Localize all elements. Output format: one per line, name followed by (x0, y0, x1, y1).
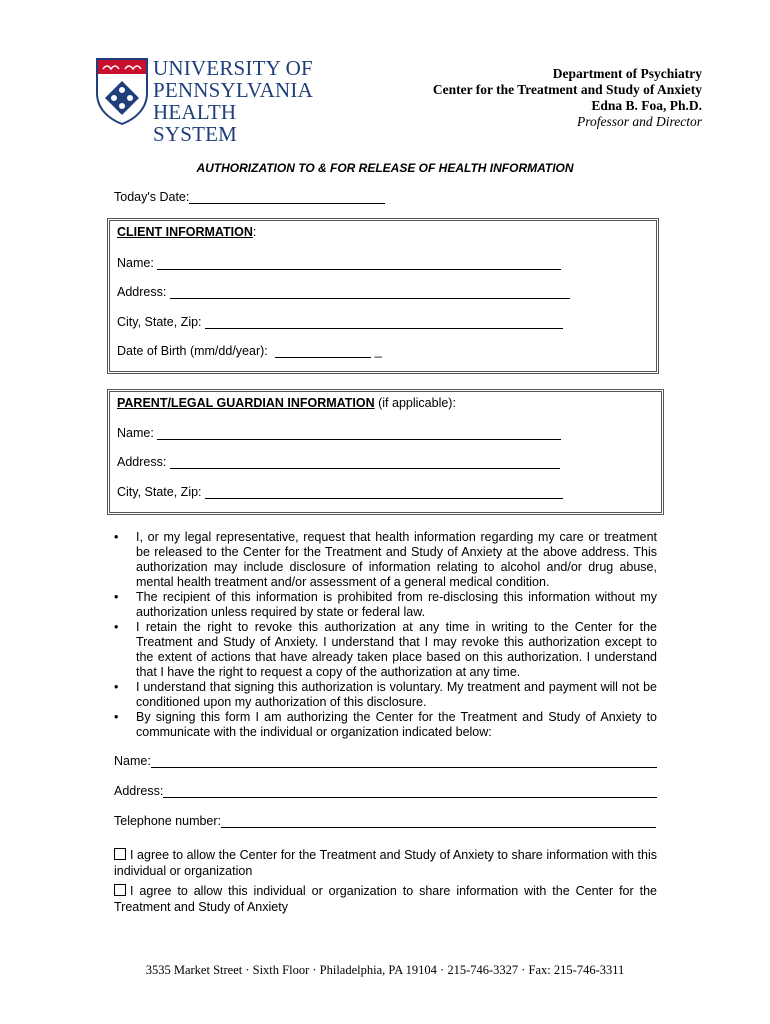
recipient-name-field[interactable] (151, 754, 657, 768)
list-item: • The recipient of this information is prohibited from re-disclosing this information without my authorization unless required by state or federal law. (114, 590, 657, 620)
client-information-box (107, 218, 659, 374)
guardian-heading-text: PARENT/LEGAL GUARDIAN INFORMATION (117, 396, 375, 410)
logo-line-2: PENNSYLVANIA (153, 78, 313, 102)
guardian-address-row (117, 455, 560, 469)
department-name: Department of Psychiatry (552, 66, 702, 81)
agree-share-from-recipient-checkbox[interactable] (114, 884, 126, 896)
client-dob-row (117, 344, 382, 358)
recipient-name-row (114, 754, 657, 768)
director-name: Edna B. Foa, Ph.D. (591, 98, 702, 113)
authorization-terms-list (114, 530, 657, 740)
client-name-label: Name: (117, 256, 154, 270)
agreement-2 (114, 883, 657, 915)
recipient-address-row (114, 784, 657, 798)
recipient-phone-field[interactable] (221, 814, 656, 828)
agreement-2-text: I agree to allow this individual or organization to share information with the Center for the Treatment and Study of Anxiety (114, 884, 657, 914)
client-city-label: City, State, Zip: (117, 315, 202, 329)
center-name: Center for the Treatment and Study of Anxiety (432, 82, 702, 97)
client-dob-field[interactable] (275, 344, 371, 358)
client-information-heading (117, 225, 256, 239)
guardian-address-field[interactable] (170, 455, 560, 469)
list-item: • I retain the right to revoke this authorization at any time in writing to the Center for the Treatment and Study of Anxiety. I understand that I may revoke this authorization except to the extent of actions that have already taken place based on this authorization. I understand that I have the right to request a copy of the authorization at any time. (114, 620, 657, 680)
recipient-phone-label: Telephone number: (114, 814, 222, 828)
guardian-city-label: City, State, Zip: (117, 485, 202, 499)
client-address-label: Address: (117, 285, 167, 299)
todays-date-label: Today's Date: (114, 190, 190, 204)
client-address-row (117, 285, 570, 299)
guardian-information-heading (117, 396, 456, 410)
guardian-city-row (117, 485, 563, 499)
recipient-phone-row (114, 814, 656, 828)
logo-text (153, 57, 313, 145)
agree-share-to-recipient-checkbox[interactable] (114, 848, 126, 860)
list-item: • By signing this form I am authorizing the Center for the Treatment and Study of Anxiety to communicate with the individual or organization indicated below: (114, 710, 657, 740)
client-city-row (117, 315, 563, 329)
guardian-information-box (107, 389, 664, 515)
department-block (433, 66, 702, 130)
logo-line-1: UNIVERSITY OF (153, 56, 313, 80)
footer-address: 3535 Market Street · Sixth Floor · Philadelphia, PA 19104 · 215-746-3327 · Fax: 215-746-3311 (145, 963, 625, 977)
client-heading-suffix: : (252, 225, 257, 239)
agreement-1-text: I agree to allow the Center for the Treatment and Study of Anxiety to share information with this individual or organization (114, 848, 657, 878)
todays-date-field[interactable] (189, 190, 385, 204)
todays-date-row (114, 190, 385, 204)
guardian-name-field[interactable] (157, 426, 561, 440)
client-city-field[interactable] (205, 315, 563, 329)
university-logo (95, 56, 313, 146)
guardian-city-field[interactable] (205, 485, 563, 499)
guardian-name-label: Name: (117, 426, 154, 440)
list-item: • I understand that signing this authorization is voluntary. My treatment and payment will not be conditioned upon my authorization of this disclosure. (114, 680, 657, 710)
guardian-address-label: Address: (117, 455, 167, 469)
client-name-field[interactable] (157, 256, 561, 270)
form-title: AUTHORIZATION TO & FOR RELEASE OF HEALTH INFORMATION (196, 161, 574, 175)
client-heading-text: CLIENT INFORMATION (117, 225, 253, 239)
client-address-field[interactable] (170, 285, 570, 299)
director-title: Professor and Director (577, 114, 702, 129)
list-item: • I, or my legal representative, request that health information regarding my care or treatment be released to the Center for the Treatment and Study of Anxiety at the above address. This authorization may include disclosure of information relating to alcohol and/or drug abuse, mental health treatment and/or assessment of a general medical condition. (114, 530, 657, 590)
guardian-name-row (117, 426, 561, 440)
client-dob-label: Date of Birth (mm/dd/year): (117, 344, 268, 358)
logo-line-3: HEALTH SYSTEM (153, 100, 238, 146)
client-name-row (117, 256, 561, 270)
recipient-name-label: Name: (114, 754, 151, 768)
agreement-1 (114, 847, 657, 879)
shield-icon (95, 57, 149, 125)
client-dob-suffix: _ (374, 344, 382, 358)
recipient-address-field[interactable] (163, 784, 657, 798)
guardian-heading-suffix: (if applicable): (374, 396, 456, 410)
recipient-address-label: Address: (114, 784, 164, 798)
